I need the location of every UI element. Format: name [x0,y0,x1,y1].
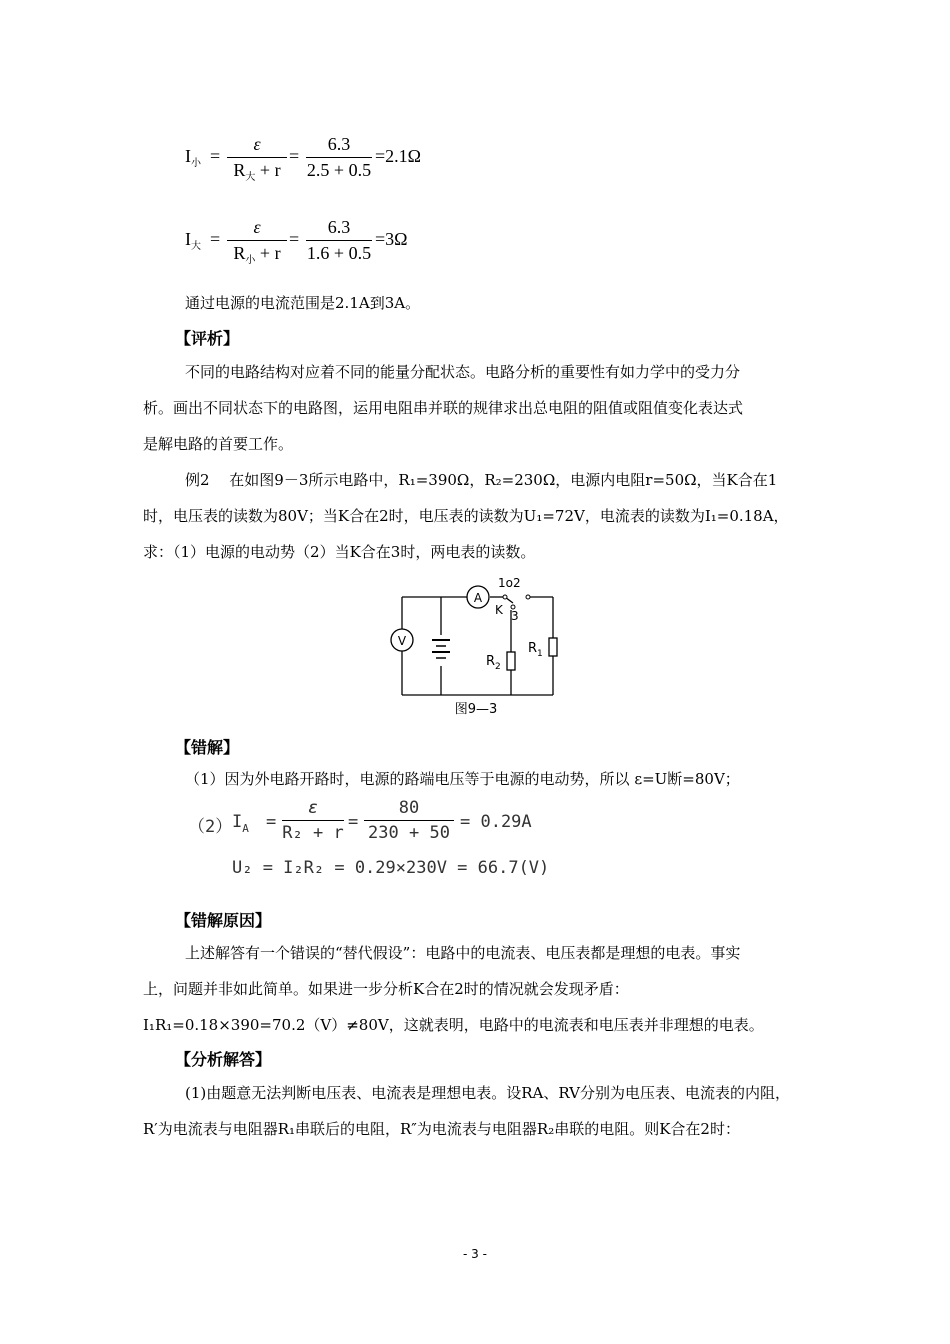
eq1-num2: 6.3 [327,134,351,154]
eq1-lhs: I [185,146,191,166]
reason-line-3: I₁R₁=0.18×390=70.2（V）≠80V，这就表明，电路中的电流表和电压表并非理想的电表。 [143,1016,764,1034]
eq2-frac2 [306,217,372,264]
eq2-num1: ε [253,217,261,237]
cuojie-eq-prefix: （2） [188,817,233,837]
reason-line-1: 上述解答有一个错误的“替代假设”：电路中的电流表、电压表都是理想的电表。事实 [185,944,741,962]
eq1-frac2 [306,134,372,181]
battery-symbol [432,640,450,658]
cuojie-frac2: 80 230 + 50 [364,798,454,843]
eq2-den2: 1.6 + 0.5 [306,243,372,263]
eq2-result: =3Ω [375,229,408,249]
eq2-lhs: I [185,229,191,249]
example2-line-2: 时，电压表的读数为80V；当K合在2时，电压表的读数为U₁=72V，电流表的读数为I₁=0.18A， [143,507,789,525]
cuojie-equation: （2） $I_A$ = ε R₂ + r = 80 230 + 50 = 0.29A U₂ = I₂R₂ = 0.29×230V = 66.7(V) [188,798,550,878]
resistor-r2 [507,652,515,670]
resistor-r1 [549,638,557,656]
reason-line-2: 上，问题并非如此简单。如果进一步分析K合在2时的情况就会发现矛盾： [143,980,629,998]
eq1-den2: 2.5 + 0.5 [306,160,372,180]
eq1-result: =2.1Ω [375,146,422,166]
cuojie-eq-result: = 0.29A [460,812,532,832]
equation-i-large: $I_大$ = ε $R_小 + r$ = 6.3 1.6 + 0.5 =3Ω [185,217,408,266]
eq2-frac1: ε $R_小 + r$ [227,217,287,266]
voltmeter-label: V [397,634,407,648]
example2-line-3: 求：（1）电源的电动势（2）当K合在3时，两电表的读数。 [143,543,536,561]
analysis-line-2: R′为电流表与电阻器R₁串联后的电阻，R″为电流表与电阻器R₂串联的电阻。则K合在2时： [143,1120,740,1138]
heading-cuojie: 【错解】 [175,738,240,757]
figure-caption: 图9—3 [454,702,498,717]
eq1-frac1: ε $R_大 + r$ [227,134,287,183]
switch-k-label: K [495,603,503,617]
circuit-diagram-figure [380,570,580,720]
cuojie-line-1: （1）因为外电路开路时，电源的路端电压等于电源的电动势，所以 ε=U断=80V； [185,770,740,788]
cuojie-frac1: ε R₂ + r [282,798,344,843]
eq2-num2: 6.3 [327,217,351,237]
example2-line-1: 例2 在如图9－3所示电路中，R₁=390Ω，R₂=230Ω，电源内电阻r=50Ω，当K合在1 [185,471,778,489]
r2-label: $R_2$ [486,654,501,672]
switch-position-3-label: 3 [511,609,519,623]
current-range-text: 通过电源的电流范围是2.1A到3A。 [185,294,421,312]
switch-positions-label: 1o2 [498,576,521,590]
heading-cuojie-reason: 【错解原因】 [175,911,272,930]
eq1-num1: ε [253,134,261,154]
heading-analysis: 【分析解答】 [175,1050,272,1069]
equation-i-small: $I_小$ = ε $R_大 + r$ = 6.3 2.5 + 0.5 =2.1Ω [185,134,422,183]
r1-label: $R_1$ [528,641,543,659]
page-number: - 3 - [463,1247,487,1261]
eq2-lhs-sub: 大 [191,241,201,252]
eq1-lhs-sub: 小 [191,158,201,169]
heading-pingxi: 【评析】 [175,329,240,348]
analysis-line-1: (1)由题意无法判断电压表、电流表是理想电表。设RA、RV分别为电压表、电流表的内阻， [185,1084,790,1102]
pingxi-line-2: 析。画出不同状态下的电路图，运用电阻串并联的规律求出总电阻的阻值或阻值变化表达式 [143,399,744,417]
pingxi-line-3: 是解电路的首要工作。 [143,435,294,453]
cuojie-eq-line2: U₂ = I₂R₂ = 0.29×230V = 66.7(V) [232,858,550,878]
pingxi-line-1: 不同的电路结构对应着不同的能量分配状态。电路分析的重要性有如力学中的受力分 [185,363,741,381]
ammeter-label: A [473,591,483,605]
